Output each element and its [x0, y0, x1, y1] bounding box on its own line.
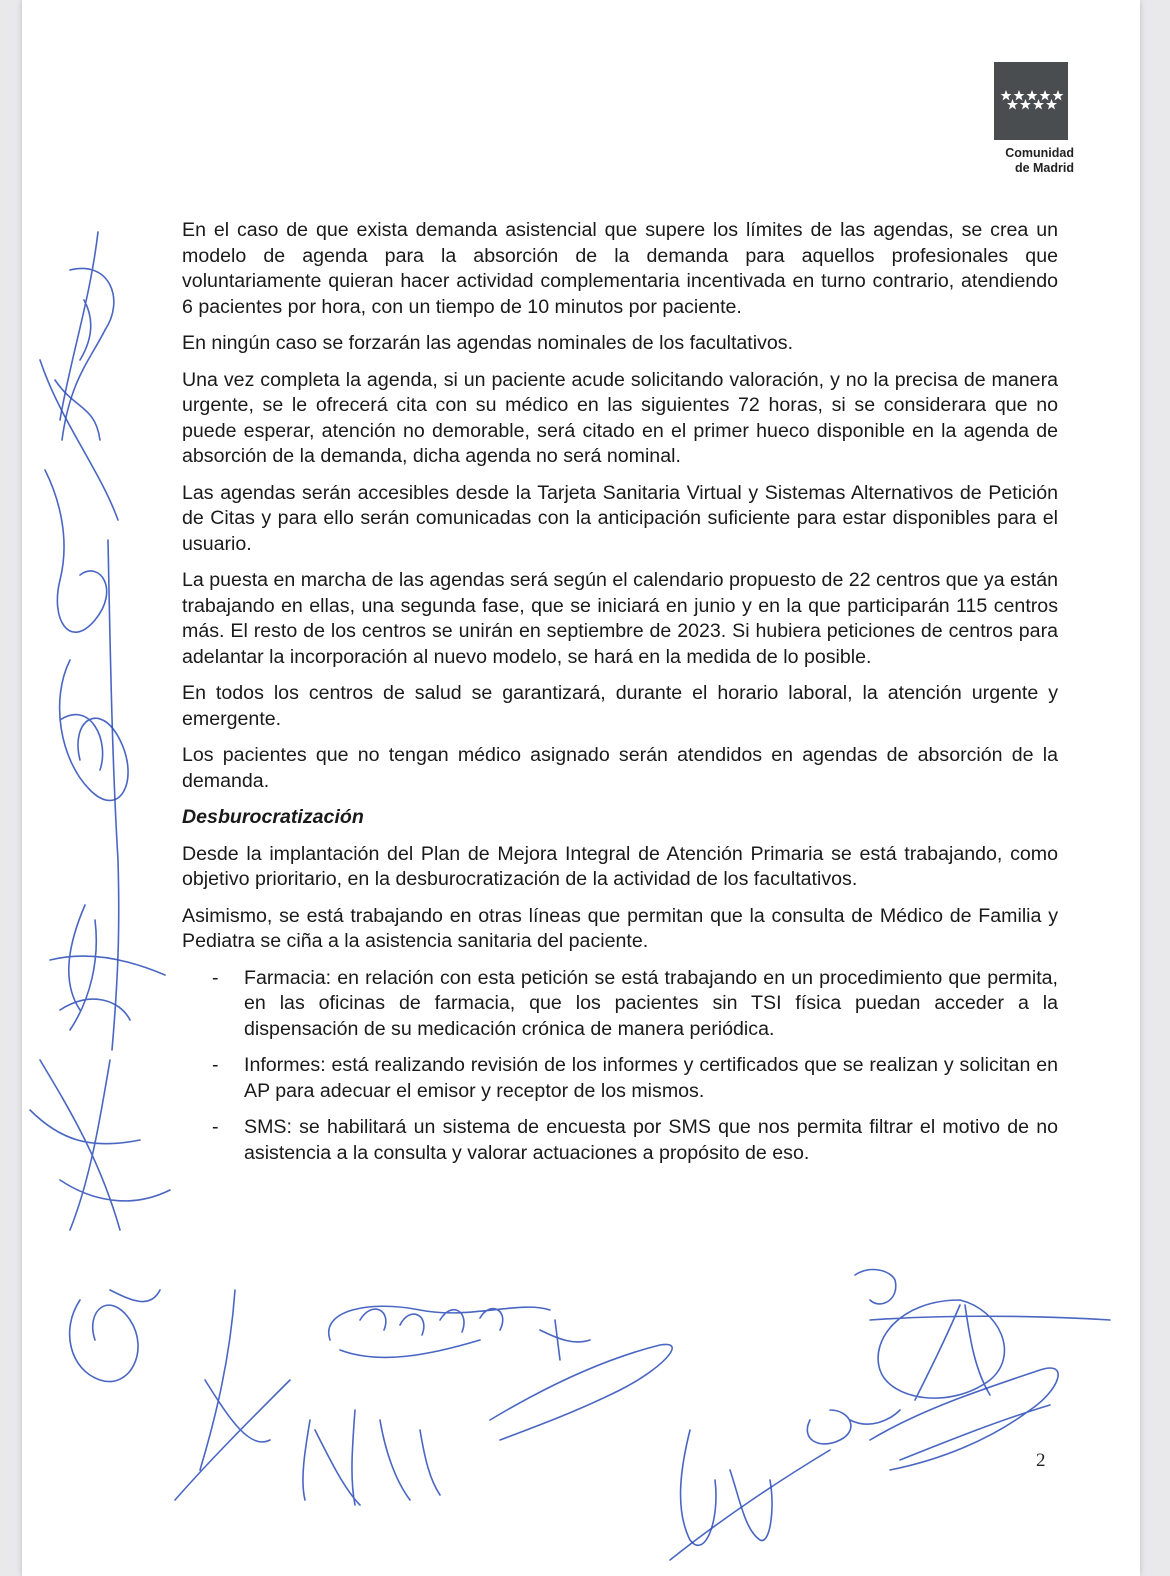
paragraph: Asimismo, se está trabajando en otras líneas que permitan que la consulta de Médico de Familia y Pediatra se ciña a la asistencia sanitaria del paciente.: [182, 904, 1058, 952]
bullet-marker: -: [212, 1054, 219, 1076]
paragraph: En todos los centros de salud se garantizará, durante el horario laboral, la atención urgente y emergente.: [182, 682, 1058, 730]
document-body: [182, 218, 1058, 1177]
logo-line-2: de Madrid: [1014, 161, 1074, 175]
paragraph: Los pacientes que no tengan médico asignado serán atendidos en agendas de absorción de la demanda.: [182, 744, 1058, 792]
paragraph: En el caso de que exista demanda asistencial que supere los límites de las agendas, se crea un modelo de agenda para la absorción de la demanda para aquellos profesionales que voluntariamente quieran hacer actividad complementaria incentivada en turno contrario, atendiendo 6 pacientes por hora, con un tiempo de 10 minutos por paciente.: [182, 219, 1058, 318]
section-heading: Desburocratización: [182, 806, 364, 828]
logo-line-1: Comunidad: [1005, 146, 1074, 160]
stars-icon: [994, 62, 1068, 140]
list-item-text: SMS: se habilitará un sistema de encuesta por SMS que nos permita filtrar el motivo de no asistencia a la consulta y valorar actuaciones a propósito de eso.: [244, 1116, 1058, 1164]
paragraph: En ningún caso se forzarán las agendas nominales de los facultativos.: [182, 332, 794, 354]
list-item: [182, 966, 1058, 1043]
list-item-text: Farmacia: en relación con esta petición se está trabajando en un procedimiento que permita, en las oficinas de farmacia, que los pacientes sin TSI física puedan acceder a la dispensación de su medicación crónica de manera periódica.: [244, 966, 1058, 1040]
paragraph: Una vez completa la agenda, si un paciente acude solicitando valoración, y no la precisa de manera urgente, se le ofrecerá cita con su médico en las siguientes 72 horas, si se considerara que no puede esperar, atención no demorable, será citado en el primer hueco disponible en la agenda de absorción de la demanda, dicha agenda no será nominal.: [182, 368, 1058, 467]
paragraph: Las agendas serán accesibles desde la Tarjeta Sanitaria Virtual y Sistemas Alternativos de Petición de Citas y para ello serán comunicadas con la anticipación suficiente para estar disponibles para el usuario.: [182, 481, 1058, 555]
page-number: 2: [1036, 1450, 1046, 1471]
list-item-text: Informes: está realizando revisión de los informes y certificados que se realizan y solicitan en AP para adecuar el emisor y receptor de los mismos.: [244, 1054, 1058, 1102]
bullet-list: [182, 966, 1058, 1167]
bullet-marker: -: [212, 1116, 219, 1138]
logo-caption: [960, 146, 1074, 176]
comunidad-madrid-logo: [994, 62, 1068, 140]
bullet-marker: -: [212, 966, 219, 989]
paragraph: Desde la implantación del Plan de Mejora Integral de Atención Primaria se está trabajando, como objetivo prioritario, en la desburocratización de la actividad de los facultativos.: [182, 842, 1058, 890]
list-item: [182, 1115, 1058, 1166]
paragraph: La puesta en marcha de las agendas será según el calendario propuesto de 22 centros que ya están trabajando en ellas, una segunda fase, que se iniciará en junio y en la que participarán 115 centros más. El resto de los centros se unirán en septiembre de 2023. Si hubiera peticiones de centros para adelantar la incorporación al nuevo modelo, se hará en la medida de lo posible.: [182, 569, 1058, 668]
list-item: [182, 1053, 1058, 1104]
